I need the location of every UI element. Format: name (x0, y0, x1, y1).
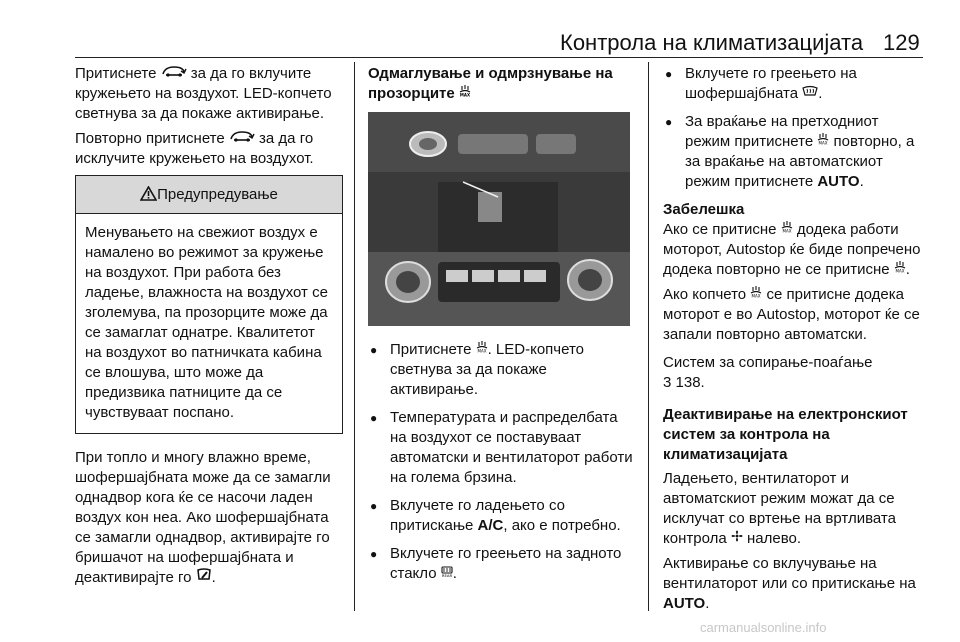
note-paragraph: Ако се притисне MAX додека работи моторот, Autostop ќе биде попречено додека повторно не се притисне MAX . (663, 221, 921, 278)
page-reference-link[interactable]: 3 138. (663, 374, 705, 391)
note-paragraph: Ако копчето MAX се притисне додека моторот е во Autostop, моторот ќе се запали повторно автоматски. (663, 286, 920, 343)
list-item: ● За враќање на претходниот режим притиснете MAX повторно, а за враќање на автоматскиот режим притиснете AUTO. (663, 112, 925, 192)
watermark: carmanualsonline.info (700, 620, 827, 635)
list-item: ● Притиснете MAX . LED-копчето светнува за да покаже активирање. (368, 340, 638, 400)
list-item: ● Температурата и распределбата на воздухот се поставуваат автоматски и вентилаторот работи на голема брзина. (368, 408, 638, 488)
climate-control-panel-photo (368, 112, 630, 326)
recirculation-icon (161, 65, 187, 79)
rear-window-heating-icon (441, 565, 453, 579)
paragraph-recirc-off: Повторно притиснете за да го исклучите кружењето на воздухот. (75, 130, 314, 167)
svg-text:MAX: MAX (818, 140, 828, 145)
max-defrost-icon (817, 133, 829, 147)
max-defrost-icon (781, 221, 793, 235)
column-divider (648, 62, 649, 611)
fan-icon (731, 530, 743, 544)
svg-text:MAX: MAX (895, 268, 905, 273)
cross-reference: Систем за сопирање-поаѓање 3 138. (663, 354, 873, 391)
page-number: 129 (883, 30, 920, 55)
warning-text: Менувањето на свежиот воздух е намалено во режимот за кружење на воздухот. При работа без ладење, влажноста на воздухот се зголемува, па прозорците може да се замаглат однатре. Квалитетот на воздухот во патничката кабина се влошува, што може да предизвика патниците да се чувствуваат поспано. (85, 224, 328, 421)
paragraph-recirc-on: Притиснете за да го вклучите кружењето на воздухот. LED-копчето светнува за да покаже активирање. (75, 65, 332, 122)
max-defrost-icon (476, 341, 488, 355)
windscreen-wiper-icon (196, 568, 212, 583)
page-title: Контрола на климатизацијата (560, 30, 864, 55)
list-item: ● Вклучете го греењето на задното стакло REAR . (368, 544, 638, 584)
svg-text:MAX: MAX (459, 92, 470, 97)
recirculation-icon (229, 130, 255, 144)
svg-text:MAX: MAX (782, 228, 792, 233)
warning-header (76, 176, 342, 214)
list-item: ● Вклучете го греењето на шофершајбната . (663, 64, 925, 104)
max-defrost-icon (894, 261, 906, 275)
list-item: ● Вклучете го ладењето со притискање A/C, ако е потребно. (368, 496, 638, 536)
max-defrost-icon (750, 286, 762, 300)
column-middle (368, 64, 638, 592)
column-left (75, 64, 343, 593)
header-rule (75, 57, 923, 58)
warning-box (75, 175, 343, 434)
svg-text:MAX: MAX (751, 293, 761, 298)
section-heading-defog: Одмаглување и одмрзнување на прозорците MAX (368, 65, 613, 102)
paragraph-deactivate: Ладењето, вентилаторот и автоматскиот режим можат да се исклучат со вртење на вртливата контрола налево. (663, 470, 896, 547)
paragraph-activate: Активирање со вклучување на вентилаторот или со притискање на AUTO. (663, 555, 916, 612)
windscreen-heating-icon (802, 85, 818, 99)
paragraph-windscreen-fog: При топло и многу влажно време, шофершајбната може да се замагли однадвор кога ќе се насочи ладен воздух кон неа. Ако шофершајбната се замагли однадвор, активирајте го бришачот на шофершајбната и деактивирајте го . (75, 449, 331, 586)
section-heading-deactivate: Деактивирање на електронскиот систем за контрола на климатизацијата (663, 406, 908, 463)
column-right (663, 64, 925, 619)
max-defrost-icon (459, 85, 471, 99)
warning-triangle-icon (140, 186, 157, 203)
warning-title: Предупредување (157, 186, 278, 203)
svg-text:MAX: MAX (477, 348, 487, 353)
note-title: Забелешка (663, 201, 745, 218)
column-divider (354, 62, 355, 611)
svg-text:REAR: REAR (441, 572, 452, 577)
